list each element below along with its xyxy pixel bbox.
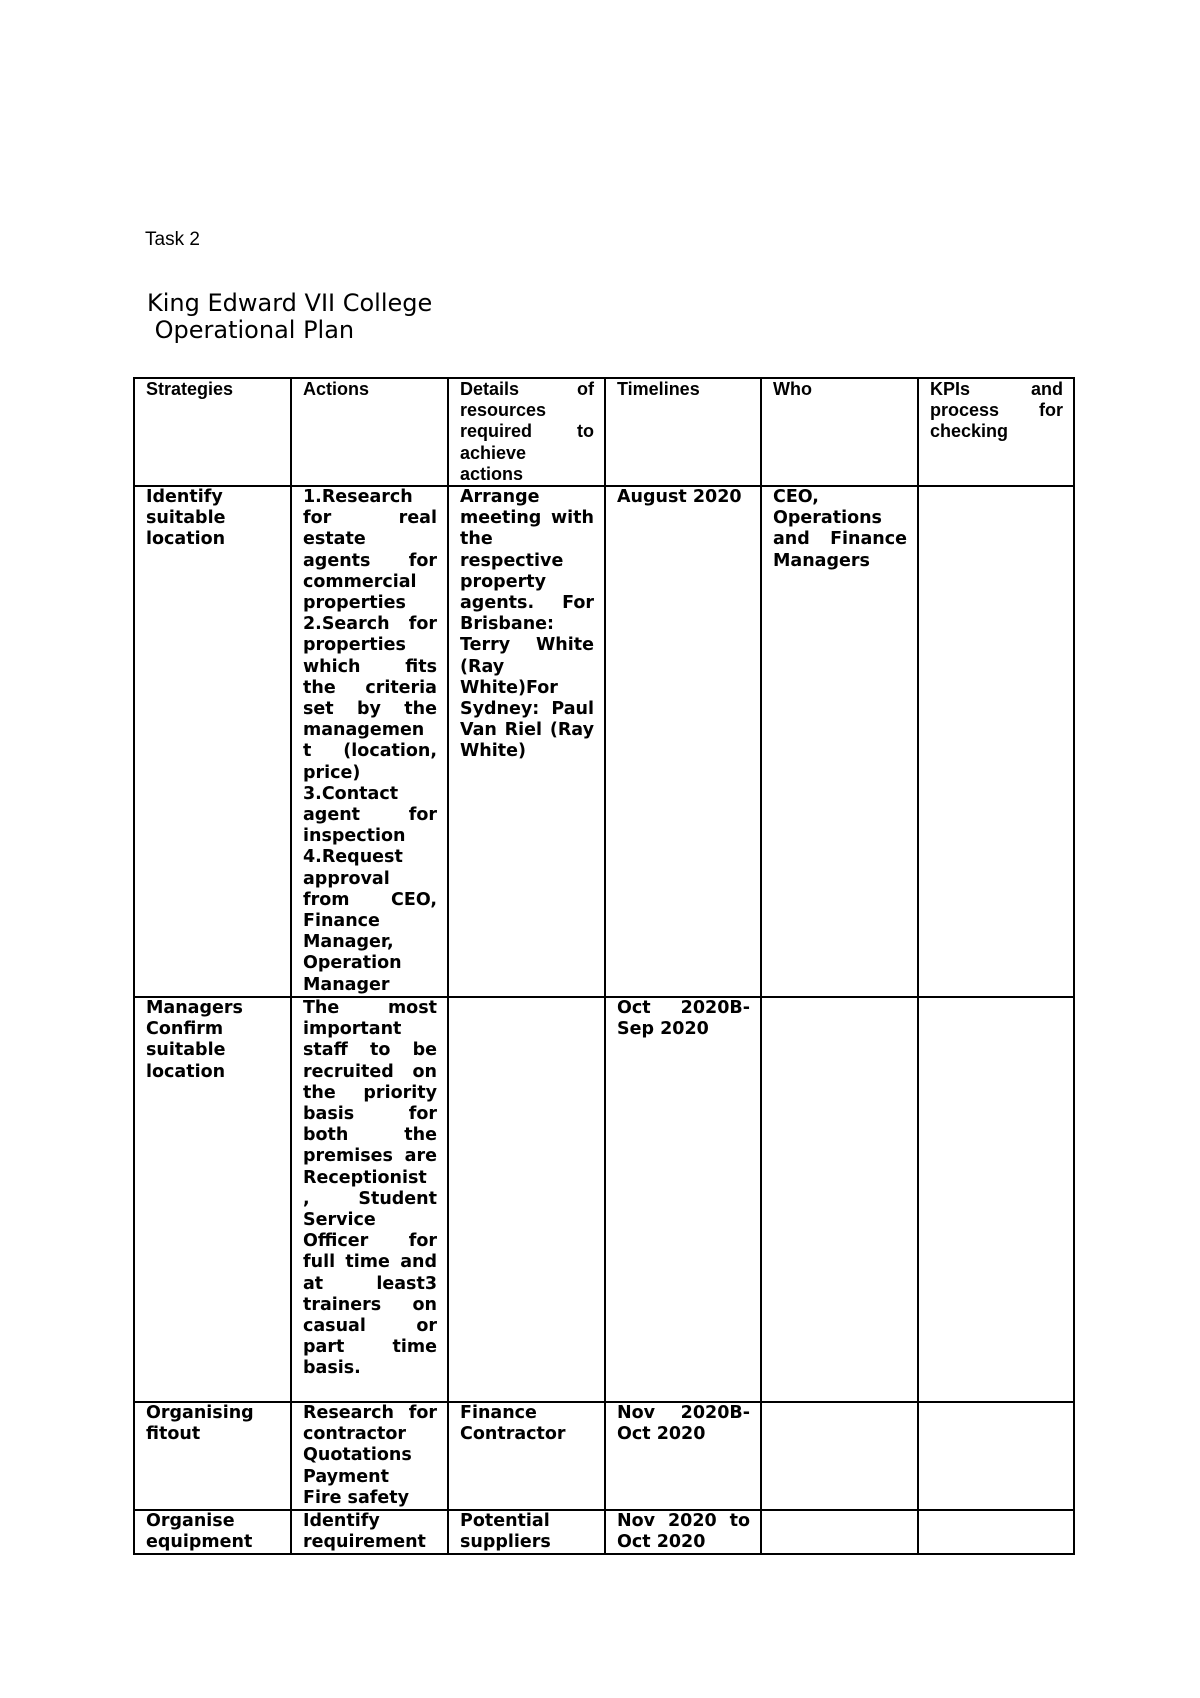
cell-who: CEO, Operations and Finance Managers [761, 486, 918, 997]
table-header-row [134, 378, 1074, 486]
cell-kpis [918, 997, 1074, 1402]
task-label: Task 2 [145, 229, 200, 250]
cell-actions: 1.Research for real estate agents for commercial properties 2.Search for properties which fits the criteria set by the managemen t (location, price) 3.Contact agent for inspection 4.Request approval from CEO, Finance Manager, Operation Manager [291, 486, 448, 997]
cell-who [761, 1510, 918, 1554]
cell-timeline: August 2020 [605, 486, 761, 997]
cell-who [761, 1402, 918, 1510]
cell-details: Potential suppliers [448, 1510, 605, 1554]
cell-strategy: Managers Confirm suitable location [134, 997, 291, 1402]
cell-kpis [918, 486, 1074, 997]
header-who: Who [761, 378, 918, 486]
title-line-college: King Edward VII College [147, 289, 433, 317]
header-strategies: Strategies [134, 378, 291, 486]
cell-strategy: Organising fitout [134, 1402, 291, 1510]
header-actions: Actions [291, 378, 448, 486]
cell-kpis [918, 1510, 1074, 1554]
cell-actions: Research for contractor Quotations Payment Fire safety [291, 1402, 448, 1510]
table-row [134, 486, 1074, 997]
cell-timeline: Nov 2020 to Oct 2020 [605, 1510, 761, 1554]
operational-plan-table [133, 377, 1075, 1555]
cell-who [761, 997, 918, 1402]
header-timelines: Timelines [605, 378, 761, 486]
cell-details [448, 997, 605, 1402]
cell-actions: Identify requirement [291, 1510, 448, 1554]
cell-timeline: Nov 2020B- Oct 2020 [605, 1402, 761, 1510]
table-row [134, 1510, 1074, 1554]
header-kpis: KPIs and process for checking [918, 378, 1074, 486]
cell-details: Arrange meeting with the respective property agents. For Brisbane: Terry White (Ray White)For Sydney: Paul Van Riel (Ray White) [448, 486, 605, 997]
cell-actions: The most important staff to be recruited on the priority basis for both the premises are Receptionist , Student Service Officer for full time and at least3 trainers on casual or part time basis. [291, 997, 448, 1402]
cell-strategy: Organise equipment [134, 1510, 291, 1554]
cell-timeline: Oct 2020B- Sep 2020 [605, 997, 761, 1402]
cell-kpis [918, 1402, 1074, 1510]
header-details: Details of resources required to achieve actions [448, 378, 605, 486]
cell-strategy: Identify suitable location [134, 486, 291, 997]
cell-details: Finance Contractor [448, 1402, 605, 1510]
document-title [147, 290, 432, 344]
title-line-plan: Operational Plan [147, 316, 355, 344]
table-row [134, 997, 1074, 1402]
table-row [134, 1402, 1074, 1510]
